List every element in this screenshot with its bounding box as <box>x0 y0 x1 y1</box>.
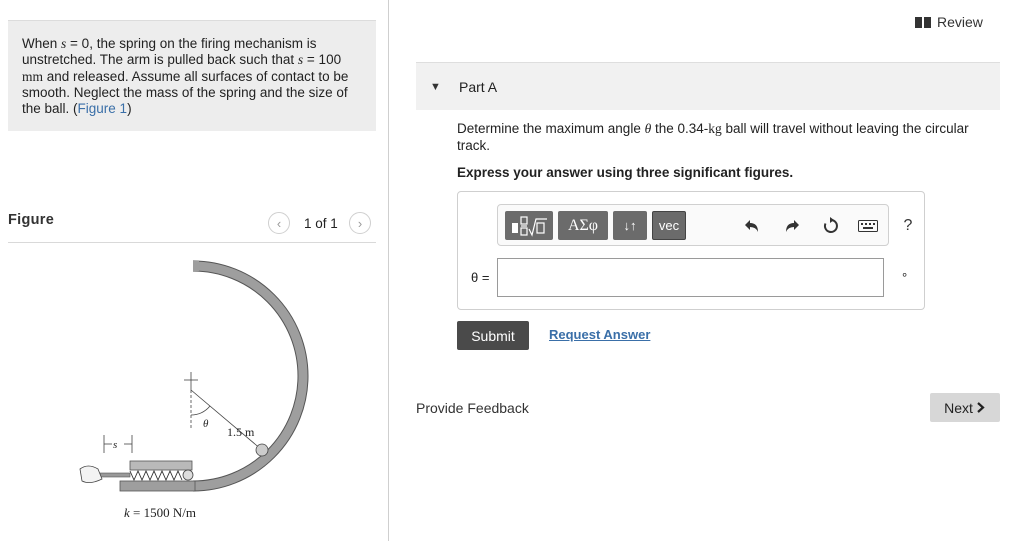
chevron-left-icon: ‹ <box>276 215 282 231</box>
answer-box <box>457 191 925 310</box>
problem-text: When s = 0, the spring on the firing mechanism is unstretched. The arm is pulled back such that s = 100 mm and released. Assume all surfaces of contact to be smooth. Neglect the mass of the spring and the size of the ball. (Figure 1) <box>22 36 349 117</box>
part-a-header[interactable] <box>416 62 1000 110</box>
label-spring-constant: k = 1500 N/m <box>124 505 196 520</box>
next-button[interactable] <box>930 393 1000 422</box>
request-answer-link[interactable]: Request Answer <box>549 327 651 342</box>
answer-input[interactable] <box>497 258 884 297</box>
redo-button[interactable] <box>780 214 804 238</box>
circular-track <box>193 266 303 486</box>
unit-kg: kg <box>708 121 722 136</box>
ball <box>256 444 268 456</box>
answer-instruction: Express your answer using three significant figures. <box>457 165 794 180</box>
caret-down-icon: ▼ <box>430 81 441 93</box>
chevron-right-icon: › <box>357 215 363 231</box>
spring-coils <box>130 471 182 480</box>
help-button[interactable] <box>896 214 920 238</box>
variable-s: s <box>61 36 67 51</box>
undo-button[interactable] <box>740 214 764 238</box>
submit-button[interactable]: Submit <box>457 321 529 350</box>
help-icon: ? <box>903 217 913 234</box>
question-text: Determine the maximum angle θ the 0.34-kg ball will travel without leaving the circular track. <box>457 121 969 153</box>
top-track-stub <box>193 261 199 271</box>
reset-icon <box>822 217 840 235</box>
book-icon <box>915 17 931 28</box>
greek-symbols-button[interactable]: ΑΣφ <box>558 211 608 240</box>
arrows-button[interactable]: ↓↑ <box>613 211 647 240</box>
variable-s: s <box>297 52 304 68</box>
undo-icon <box>744 219 760 233</box>
plunger-arm <box>100 473 130 477</box>
keyboard-icon <box>858 220 878 232</box>
answer-unit: ° <box>902 270 908 285</box>
plunger-ball <box>183 470 193 480</box>
track-inner-edge <box>193 271 298 481</box>
answer-variable-label: θ = <box>471 270 490 285</box>
figure-divider <box>8 242 376 243</box>
figure-prev-button[interactable] <box>268 212 290 234</box>
label-s: s <box>113 439 118 451</box>
label-radius: 1.5 m <box>227 425 255 439</box>
angle-arc <box>191 406 210 415</box>
spring-mechanism-figure <box>60 255 310 530</box>
review-link[interactable] <box>915 14 983 30</box>
figure-counter: 1 of 1 <box>304 216 338 231</box>
redo-icon <box>784 219 800 233</box>
provide-feedback-link[interactable]: Provide Feedback <box>416 400 529 416</box>
spring-housing <box>130 461 192 470</box>
unit-mm: mm <box>22 68 44 84</box>
keyboard-button[interactable] <box>856 214 880 238</box>
variable-theta: θ <box>644 121 652 136</box>
chevron-right-icon <box>976 402 986 413</box>
hand <box>80 466 102 483</box>
review-label: Review <box>937 14 983 30</box>
problem-statement-box <box>8 20 376 131</box>
figure-heading: Figure <box>8 212 55 228</box>
column-divider <box>388 0 389 541</box>
vector-button[interactable]: vec <box>652 211 686 240</box>
templates-icon <box>510 215 548 237</box>
figure-next-button[interactable] <box>349 212 371 234</box>
math-toolbar <box>497 204 913 246</box>
bottom-track <box>120 481 195 491</box>
label-theta: θ <box>203 418 209 430</box>
templates-button[interactable] <box>505 211 553 240</box>
figure-link[interactable]: Figure 1 <box>77 101 128 117</box>
part-title: Part A <box>459 79 498 95</box>
next-label: Next <box>944 399 973 416</box>
radius-line <box>191 390 262 450</box>
reset-button[interactable] <box>819 214 843 238</box>
track-outer-edge <box>193 261 308 491</box>
